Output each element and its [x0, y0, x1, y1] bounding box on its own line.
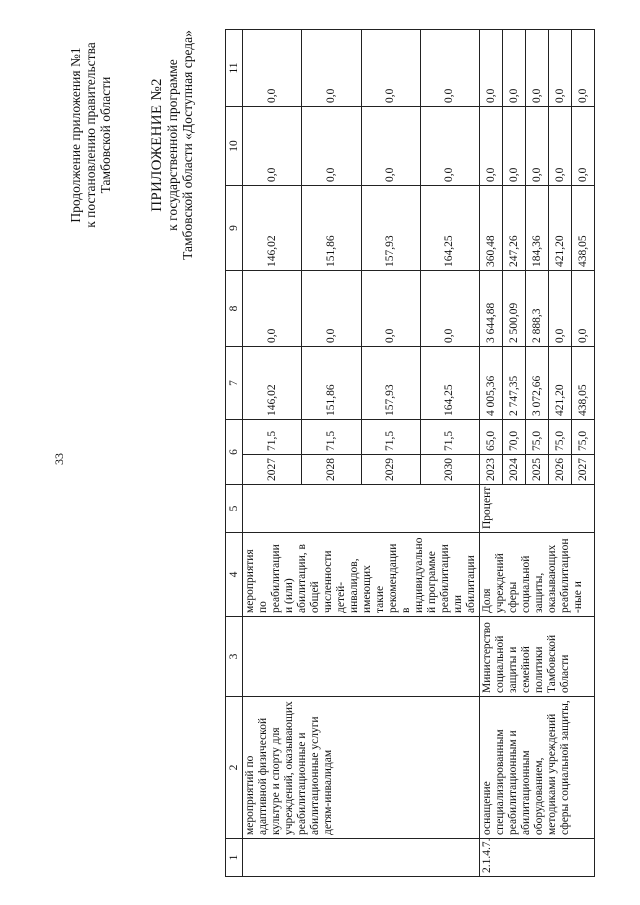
column-number-cell: 6: [226, 420, 243, 485]
year-local-cell: 0,0: [526, 107, 549, 186]
indicator-cell: мероприятия по реабилитации и (или) абилитации, в общей численности детей-инвалидов, имеющих такие рекомендации в индивидуальной программе реабилитации или абилитации: [243, 533, 480, 617]
year-federal-cell: 0,0: [420, 271, 479, 347]
year-total-cell: 146,02: [243, 347, 302, 420]
year-value-cell: 71,5: [361, 420, 420, 455]
year-value-cell: 75,0: [549, 420, 572, 455]
unit-cell: [243, 485, 480, 533]
appendix-line: Тамбовской области «Доступная среда»: [180, 30, 195, 260]
year-regional-cell: 151,86: [302, 186, 361, 271]
year-federal-cell: 3 644,88: [480, 271, 503, 347]
year-federal-cell: 0,0: [572, 271, 595, 347]
year-value-cell: 71,5: [302, 420, 361, 455]
continuation-line: Продолжение приложения №1: [68, 47, 83, 223]
year-total-cell: 421,20: [549, 347, 572, 420]
column-number-cell: 8: [226, 271, 243, 347]
year-federal-cell: 0,0: [361, 271, 420, 347]
appendix-title: ПРИЛОЖЕНИЕ №2: [149, 78, 165, 212]
year-regional-cell: 421,20: [549, 186, 572, 271]
year-local-cell: 0,0: [549, 107, 572, 186]
year-year-cell: 2023: [480, 455, 503, 485]
year-local-cell: 0,0: [503, 107, 526, 186]
column-number-cell: 1: [226, 839, 243, 877]
item-code-cell: 2.1.4.7.: [480, 839, 595, 877]
year-regional-cell: 146,02: [243, 186, 302, 271]
year-total-cell: 151,86: [302, 347, 361, 420]
year-federal-cell: 0,0: [549, 271, 572, 347]
appendix-header: [150, 5, 195, 285]
year-regional-cell: 438,05: [572, 186, 595, 271]
year-regional-cell: 184,36: [526, 186, 549, 271]
year-year-cell: 2027: [572, 455, 595, 485]
year-value-cell: 70,0: [503, 420, 526, 455]
table-row: [480, 30, 503, 877]
year-other-cell: 0,0: [420, 30, 479, 107]
page-number: 33: [52, 453, 66, 465]
year-other-cell: 0,0: [480, 30, 503, 107]
year-total-cell: 4 005,36: [480, 347, 503, 420]
column-number-cell: 4: [226, 533, 243, 617]
year-local-cell: 0,0: [361, 107, 420, 186]
year-total-cell: 164,25: [420, 347, 479, 420]
item-code-cell: [243, 839, 480, 877]
year-federal-cell: 0,0: [243, 271, 302, 347]
column-number-cell: 3: [226, 617, 243, 697]
column-number-cell: 7: [226, 347, 243, 420]
year-federal-cell: 0,0: [302, 271, 361, 347]
year-total-cell: 157,93: [361, 347, 420, 420]
continuation-line: Тамбовской области: [98, 76, 113, 194]
year-value-cell: 71,5: [243, 420, 302, 455]
column-number-cell: 11: [226, 30, 243, 107]
year-other-cell: 0,0: [526, 30, 549, 107]
executor-cell: Министерство социальной защиты и семейной политики Тамбовской области: [480, 617, 595, 697]
year-local-cell: 0,0: [243, 107, 302, 186]
column-number-row: [226, 30, 243, 877]
year-total-cell: 3 072,66: [526, 347, 549, 420]
year-regional-cell: 360,48: [480, 186, 503, 271]
year-local-cell: 0,0: [302, 107, 361, 186]
year-value-cell: 71,5: [420, 420, 479, 455]
indicator-cell: Доля учреждений сферы социальной защиты, оказывающих реабилитацион-ные и: [480, 533, 595, 617]
year-year-cell: 2026: [549, 455, 572, 485]
year-total-cell: 438,05: [572, 347, 595, 420]
year-value-cell: 65,0: [480, 420, 503, 455]
year-value-cell: 75,0: [572, 420, 595, 455]
year-regional-cell: 164,25: [420, 186, 479, 271]
year-total-cell: 2 747,35: [503, 347, 526, 420]
year-regional-cell: 157,93: [361, 186, 420, 271]
item-name-cell: мероприятий по адаптивной физической культуре и спорту для учреждений, оказывающих реабилитационные и абилитационные услуги детям-инвалидам: [243, 697, 480, 839]
column-number-cell: 2: [226, 697, 243, 839]
program-table: [225, 29, 595, 877]
year-year-cell: 2029: [361, 455, 420, 485]
year-year-cell: 2027: [243, 455, 302, 485]
year-other-cell: 0,0: [503, 30, 526, 107]
year-federal-cell: 2 888,3: [526, 271, 549, 347]
continuation-header: [68, 15, 113, 255]
unit-cell: Процент: [480, 485, 595, 533]
year-other-cell: 0,0: [361, 30, 420, 107]
year-year-cell: 2024: [503, 455, 526, 485]
year-year-cell: 2028: [302, 455, 361, 485]
column-number-cell: 5: [226, 485, 243, 533]
item-name-cell: оснащение специализированным реабилитационным и абилитационным оборудованием, методиками учреждений сферы социальной защиты,: [480, 697, 595, 839]
year-other-cell: 0,0: [302, 30, 361, 107]
column-number-cell: 10: [226, 107, 243, 186]
year-year-cell: 2030: [420, 455, 479, 485]
continuation-line: к постановлению правительства: [83, 42, 98, 228]
year-regional-cell: 247,26: [503, 186, 526, 271]
appendix-line: к государственной программе: [165, 59, 180, 231]
year-other-cell: 0,0: [572, 30, 595, 107]
executor-cell: [243, 617, 480, 697]
year-local-cell: 0,0: [420, 107, 479, 186]
table-row: [243, 30, 302, 877]
year-local-cell: 0,0: [480, 107, 503, 186]
column-number-cell: 9: [226, 186, 243, 271]
year-value-cell: 75,0: [526, 420, 549, 455]
year-local-cell: 0,0: [572, 107, 595, 186]
year-other-cell: 0,0: [549, 30, 572, 107]
year-federal-cell: 2 500,09: [503, 271, 526, 347]
year-other-cell: 0,0: [243, 30, 302, 107]
year-year-cell: 2025: [526, 455, 549, 485]
